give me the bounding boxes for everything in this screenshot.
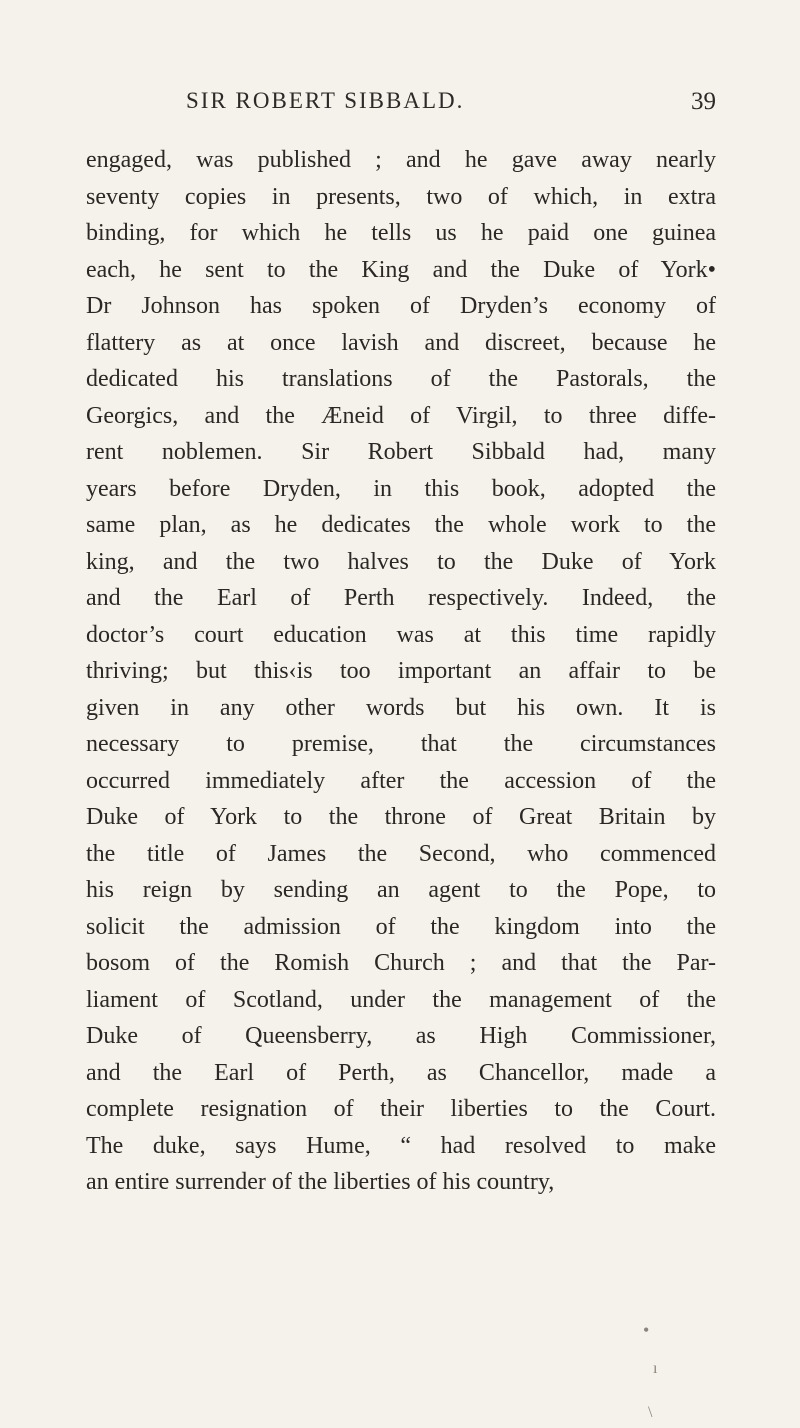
text-line: Dr Johnson has spoken of Dryden’s economy of [86, 293, 716, 319]
text-line: years before Dryden, in this book, adopted the [86, 475, 716, 502]
text-line: thriving; but this‹is too important an affair to be [86, 658, 716, 684]
text-line: solicit the admission of the kingdom into the [86, 913, 716, 940]
text-line: necessary to premise, that the circumstances [86, 731, 716, 757]
text-line: doctor’s court education was at this time rapidly [86, 621, 716, 648]
text-line: Duke of Queensberry, as High Commissioner, [86, 1023, 716, 1049]
text-line: binding, for which he tells us he paid one guinea [86, 220, 716, 246]
text-line: Georgics, and the Æneid of Virgil, to three diffe- [86, 402, 716, 429]
text-line: and the Earl of Perth, as Chancellor, made a [86, 1059, 716, 1086]
text-line: given in any other words but his own. It is [86, 694, 716, 721]
text-line: rent noblemen. Sir Robert Sibbald had, many [86, 439, 716, 465]
running-head: SIR ROBERT SIBBALD. [186, 88, 465, 113]
text-line: seventy copies in presents, two of which, in extra [86, 183, 716, 210]
text-line: engaged, was published ; and he gave away nearly [86, 147, 716, 173]
text-line: each, he sent to the King and the Duke of York• [86, 256, 716, 283]
text-line: king, and the two halves to the Duke of York [86, 548, 716, 575]
text-line: his reign by sending an agent to the Pope, to [86, 877, 716, 903]
text-line: and the Earl of Perth respectively. Indeed, the [86, 585, 716, 611]
text-line: flattery as at once lavish and discreet, because he [86, 329, 716, 356]
text-line: occurred immediately after the accession of the [86, 767, 716, 794]
text-line: The duke, says Hume, “ had resolved to make [86, 1132, 716, 1159]
printing-mark-slash: \ [648, 1404, 653, 1421]
text-line: same plan, as he dedicates the whole work to the [86, 512, 716, 538]
text-line: liament of Scotland, under the management of the [86, 986, 716, 1013]
text-line: Duke of York to the throne of Great Britain by [86, 804, 716, 830]
printing-mark-tick: ı [653, 1360, 658, 1377]
text-line: the title of James the Second, who commenced [86, 840, 716, 867]
text-line: bosom of the Romish Church ; and that the Par- [86, 950, 716, 976]
page-header [86, 88, 716, 124]
text-line: dedicated his translations of the Pastorals, the [86, 366, 716, 392]
text-line: complete resignation of their liberties to the Court. [86, 1096, 716, 1122]
page-number: 39 [691, 88, 716, 115]
text-line: an entire surrender of the liberties of his country, [86, 1169, 555, 1195]
body-text [86, 142, 716, 1201]
printing-mark-dot: • [643, 1320, 650, 1340]
